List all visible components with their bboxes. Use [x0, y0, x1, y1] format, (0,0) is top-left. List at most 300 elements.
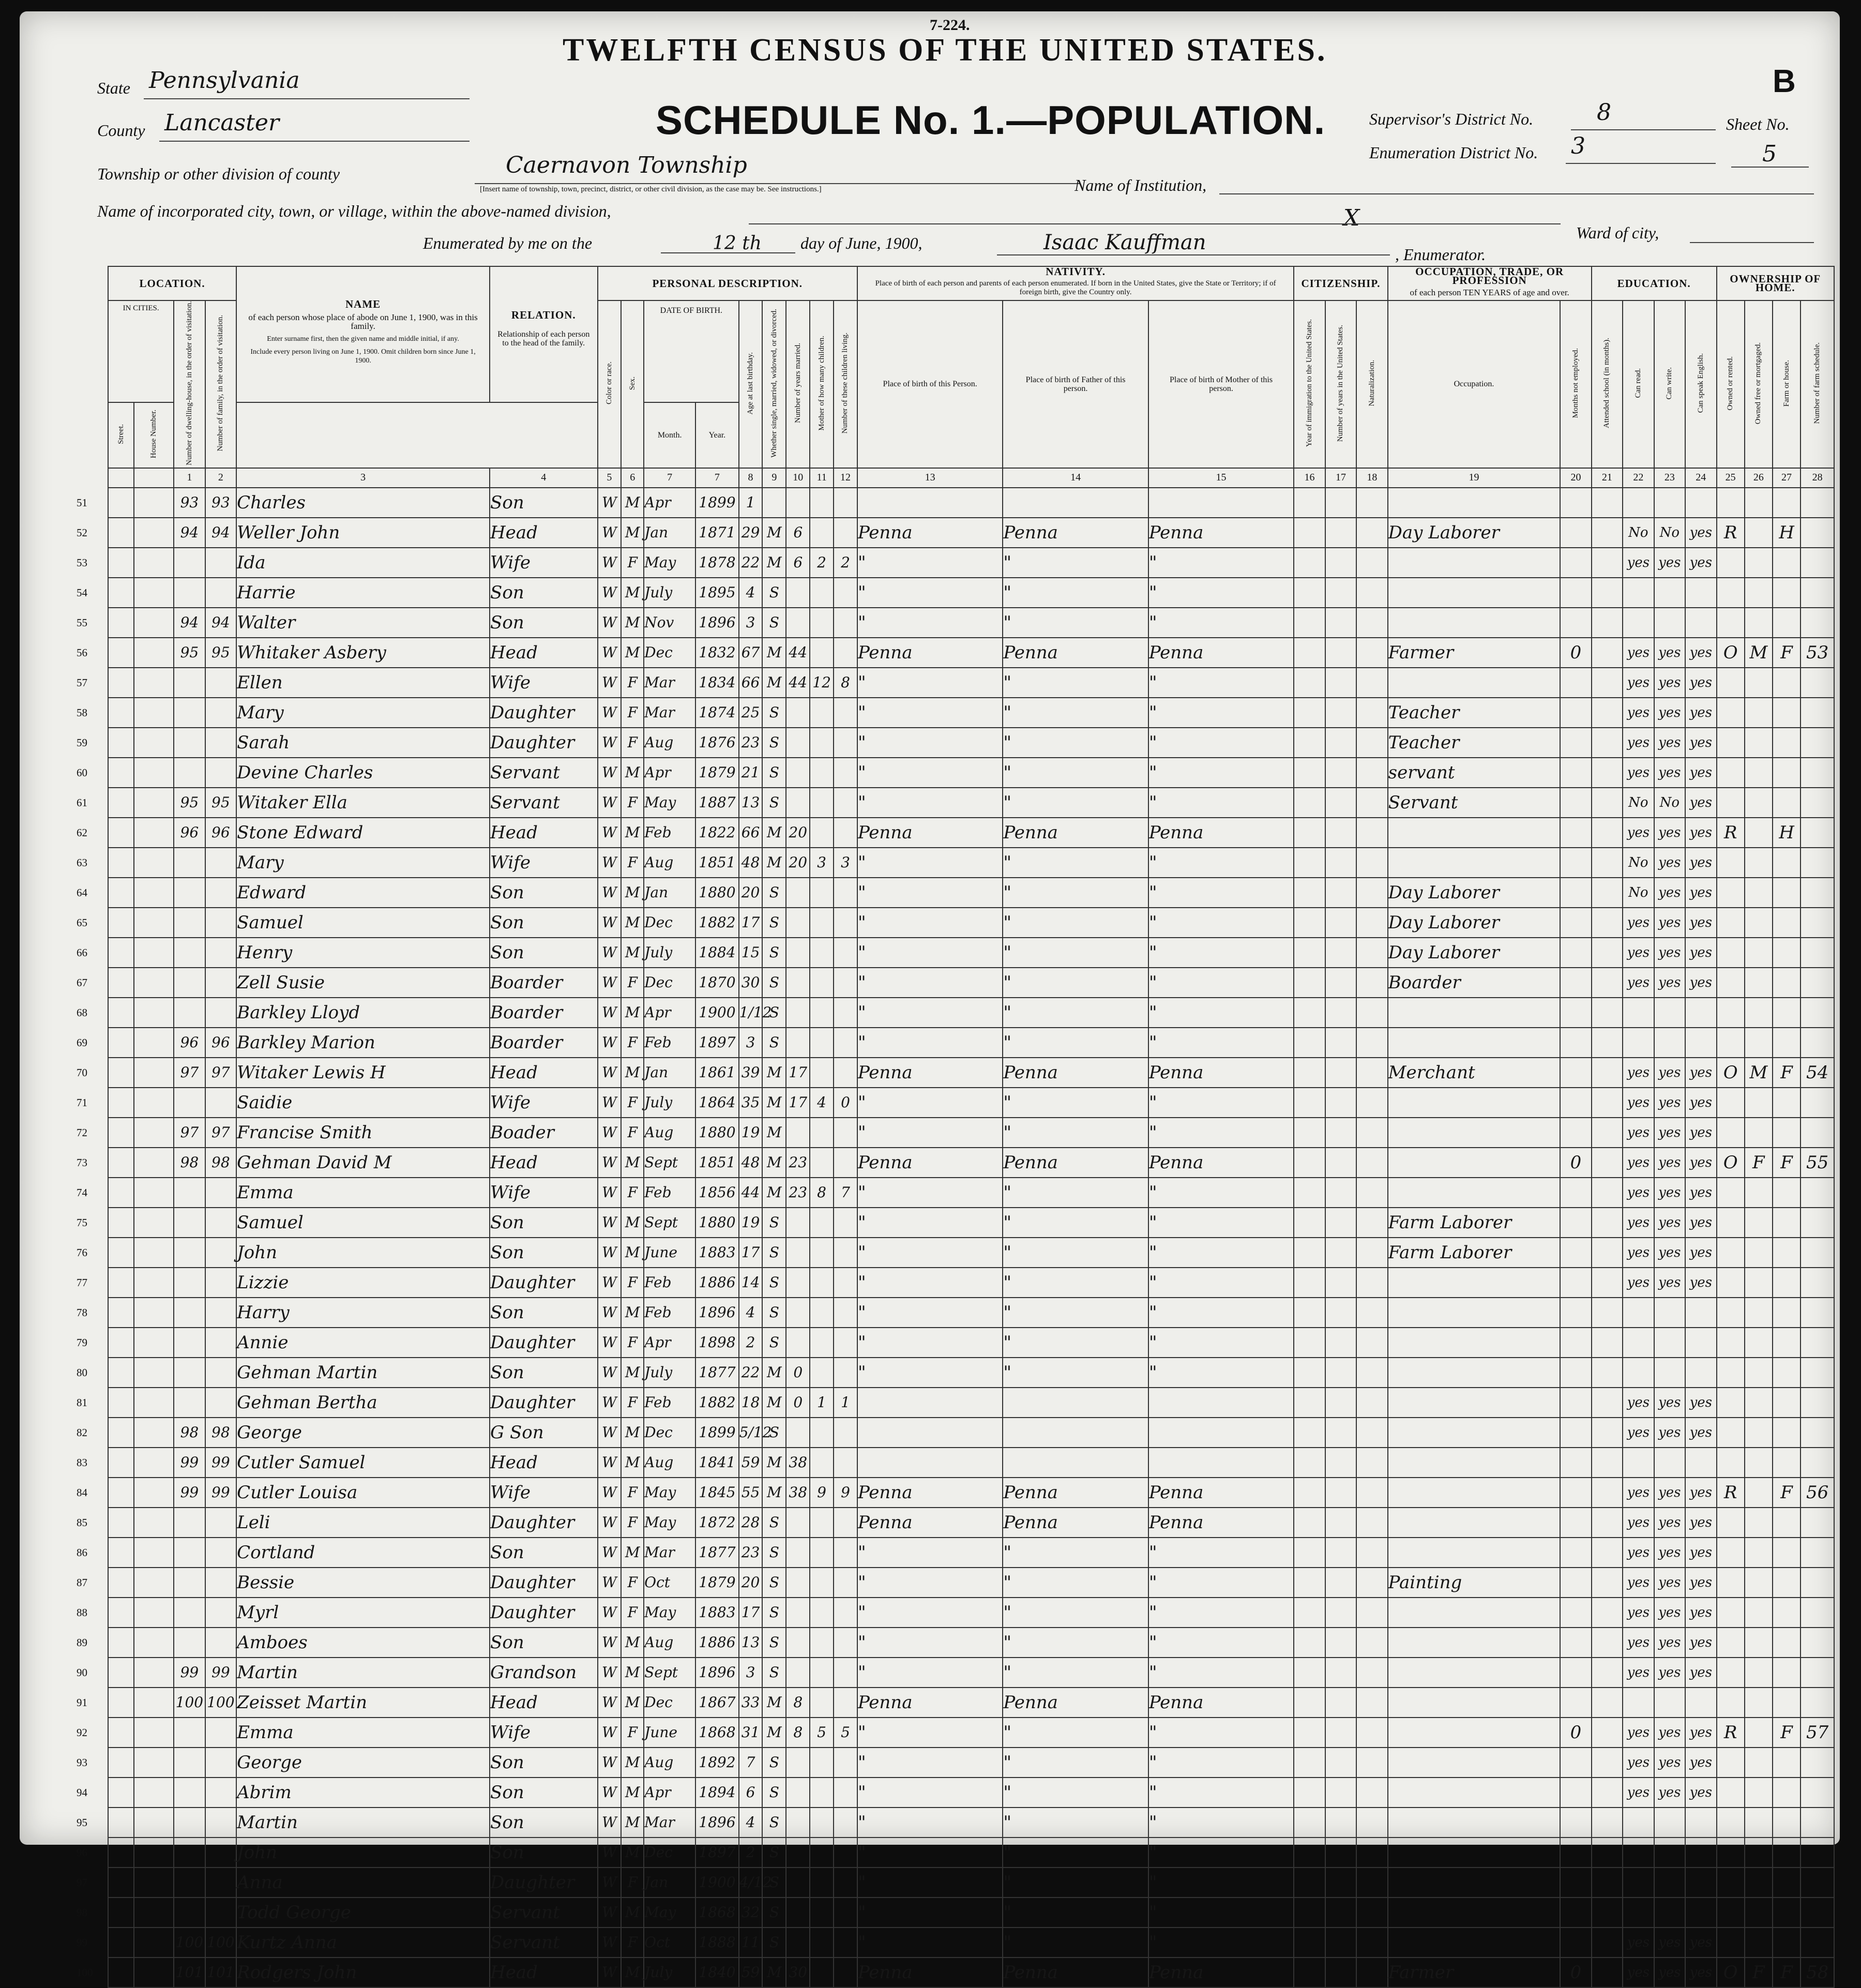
column-number: 24	[1685, 468, 1717, 488]
cell-month: Jan	[644, 1867, 695, 1897]
citizenship-group: CITIZENSHIP.	[1294, 266, 1387, 300]
cell-street	[108, 638, 134, 668]
cell-year: 1861	[695, 1058, 738, 1088]
cell-marital: S	[762, 1298, 786, 1328]
cell-schedule	[1801, 1538, 1834, 1568]
cell-children	[810, 788, 834, 818]
cell-read	[1623, 1808, 1654, 1838]
cell-dwelling: 97	[174, 1118, 205, 1148]
cell-street	[108, 1628, 134, 1658]
cell-marital: S	[762, 908, 786, 938]
cell-name: Martin	[236, 1808, 490, 1838]
cell-schedule	[1801, 1778, 1834, 1808]
cell-birth-mother: Penna	[1148, 818, 1294, 848]
cell-birth-person: "	[857, 1808, 1003, 1838]
cell-house	[134, 1028, 174, 1058]
cell-birth-person: "	[857, 1897, 1003, 1927]
cell-years-married: 30	[786, 1957, 810, 1987]
cell-read	[1623, 608, 1654, 638]
cell-not-employed	[1560, 1628, 1591, 1658]
cell-not-employed	[1560, 1568, 1591, 1598]
cell-immigration	[1294, 488, 1325, 518]
cell-owned	[1717, 1028, 1745, 1058]
cell-sex: F	[621, 1568, 644, 1598]
cell-immigration	[1294, 1028, 1325, 1058]
cell-street	[108, 938, 134, 968]
cell-english: yes	[1685, 1508, 1717, 1538]
cell-schedule	[1801, 548, 1834, 578]
cell-month: Dec	[644, 638, 695, 668]
cell-not-employed	[1560, 1867, 1591, 1897]
cell-age: 14	[739, 1268, 763, 1298]
table-row	[108, 728, 1834, 758]
cell-dwelling	[174, 1208, 205, 1238]
cell-write	[1654, 1028, 1685, 1058]
cell-schedule	[1801, 758, 1834, 788]
cell-naturalization	[1356, 1538, 1387, 1568]
cell-dwelling	[174, 1748, 205, 1778]
cell-birth-person	[857, 1418, 1003, 1448]
cell-schedule	[1801, 518, 1834, 548]
cell-children	[810, 1957, 834, 1987]
street-column: Street.	[108, 402, 134, 468]
cell-write: yes	[1654, 668, 1685, 698]
cell-birth-person: "	[857, 908, 1003, 938]
table-row	[108, 998, 1834, 1028]
cell-street	[108, 1388, 134, 1418]
cell-birth-mother: "	[1148, 758, 1294, 788]
cell-birth-father: "	[1003, 1178, 1148, 1208]
occupation-column: Occupation.	[1388, 300, 1561, 468]
cell-occupation: Day Laborer	[1388, 908, 1561, 938]
cell-english: yes	[1685, 548, 1717, 578]
cell-sex: M	[621, 908, 644, 938]
cell-relation: Head	[490, 638, 597, 668]
cell-year: 1887	[695, 788, 738, 818]
cell-owned: O	[1717, 1148, 1745, 1178]
cell-marital: M	[762, 1148, 786, 1178]
cell-naturalization	[1356, 1957, 1387, 1987]
cell-years-us	[1325, 1238, 1356, 1268]
cell-read: yes	[1623, 1748, 1654, 1778]
cell-street	[108, 698, 134, 728]
cell-years-us	[1325, 1358, 1356, 1388]
cell-family	[205, 1867, 237, 1897]
cell-owned	[1717, 1808, 1745, 1838]
table-row	[108, 1927, 1834, 1957]
cell-immigration	[1294, 1778, 1325, 1808]
cell-read: yes	[1623, 1268, 1654, 1298]
table-row	[108, 1867, 1834, 1897]
cell-school	[1592, 1808, 1623, 1838]
cell-read: yes	[1623, 1388, 1654, 1418]
farm-schedule-column: Number of farm schedule.	[1801, 300, 1834, 468]
cell-month: Feb	[644, 1028, 695, 1058]
cell-years-married: 38	[786, 1478, 810, 1508]
cell-street	[108, 878, 134, 908]
cell-years-us	[1325, 1268, 1356, 1298]
cell-immigration	[1294, 1328, 1325, 1358]
cell-sex: M	[621, 1957, 644, 1987]
cell-not-employed	[1560, 1268, 1591, 1298]
cell-occupation: Merchant	[1388, 1058, 1561, 1088]
cell-house	[134, 1298, 174, 1328]
cell-naturalization	[1356, 1028, 1387, 1058]
cell-occupation	[1388, 1598, 1561, 1628]
cell-age: 2	[739, 1838, 763, 1867]
cell-relation: Boarder	[490, 1028, 597, 1058]
line-number-left: 60	[77, 766, 87, 779]
cell-read: yes	[1623, 548, 1654, 578]
cell-children	[810, 1508, 834, 1538]
cell-immigration	[1294, 1568, 1325, 1598]
cell-color: W	[598, 1448, 622, 1478]
line-number-left: 69	[77, 1036, 87, 1049]
cell-farm: F	[1773, 1718, 1801, 1748]
cell-not-employed	[1560, 1688, 1591, 1718]
cell-year: 1874	[695, 698, 738, 728]
cell-owned	[1717, 608, 1745, 638]
cell-write: yes	[1654, 1628, 1685, 1658]
cell-house	[134, 758, 174, 788]
cell-month: Jan	[644, 518, 695, 548]
cell-schedule	[1801, 1658, 1834, 1688]
cell-relation: Servant	[490, 788, 597, 818]
cell-read	[1623, 488, 1654, 518]
table-row	[108, 1897, 1834, 1927]
cell-farm	[1773, 1538, 1801, 1568]
cell-children	[810, 608, 834, 638]
cell-owned	[1717, 1838, 1745, 1867]
cell-not-employed	[1560, 1838, 1591, 1867]
cell-birth-mother: "	[1148, 1538, 1294, 1568]
cell-family: 96	[205, 1028, 237, 1058]
cell-relation: Head	[490, 1058, 597, 1088]
cell-schedule	[1801, 1867, 1834, 1897]
cell-relation: Daughter	[490, 1568, 597, 1598]
cell-street	[108, 1658, 134, 1688]
cell-read: yes	[1623, 1118, 1654, 1148]
cell-naturalization	[1356, 1088, 1387, 1118]
in-cities-group: IN CITIES.	[108, 300, 174, 402]
cell-age: 59	[739, 1957, 763, 1987]
cell-read: yes	[1623, 1088, 1654, 1118]
cell-family: 99	[205, 1448, 237, 1478]
cell-write	[1654, 578, 1685, 608]
cell-relation: Son	[490, 1748, 597, 1778]
cell-owned	[1717, 1748, 1745, 1778]
cell-living	[834, 1118, 857, 1148]
cell-read: yes	[1623, 728, 1654, 758]
cell-living	[834, 938, 857, 968]
cell-street	[108, 1778, 134, 1808]
cell-free	[1745, 1867, 1773, 1897]
table-row	[108, 1388, 1834, 1418]
cell-occupation	[1388, 818, 1561, 848]
cell-family	[205, 968, 237, 998]
line-number-left: 67	[77, 976, 87, 989]
cell-living	[834, 1927, 857, 1957]
cell-sex: M	[621, 1418, 644, 1448]
cell-immigration	[1294, 1808, 1325, 1838]
cell-free	[1745, 1118, 1773, 1148]
cell-name: Lizzie	[236, 1268, 490, 1298]
cell-marital: M	[762, 548, 786, 578]
cell-read: No	[1623, 518, 1654, 548]
cell-years-married	[786, 578, 810, 608]
cell-write: yes	[1654, 968, 1685, 998]
cell-age: 1	[739, 488, 763, 518]
cell-write	[1654, 1808, 1685, 1838]
cell-english: yes	[1685, 1658, 1717, 1688]
cell-house	[134, 1927, 174, 1957]
cell-birth-mother: "	[1148, 1568, 1294, 1598]
column-number: 12	[834, 468, 857, 488]
cell-color: W	[598, 1028, 622, 1058]
cell-sex: M	[621, 1238, 644, 1268]
cell-street	[108, 518, 134, 548]
cell-street	[108, 578, 134, 608]
cell-read: yes	[1623, 818, 1654, 848]
cell-children	[810, 998, 834, 1028]
column-number: 23	[1654, 468, 1685, 488]
cell-not-employed	[1560, 1208, 1591, 1238]
cell-years-us	[1325, 698, 1356, 728]
cell-living	[834, 1598, 857, 1628]
cell-children	[810, 698, 834, 728]
cell-not-employed	[1560, 668, 1591, 698]
table-row	[108, 1808, 1834, 1838]
cell-birth-father: "	[1003, 1598, 1148, 1628]
line-number-left: 54	[77, 586, 87, 599]
cell-english: yes	[1685, 1238, 1717, 1268]
cell-dwelling	[174, 878, 205, 908]
line-number-left: 92	[77, 1726, 87, 1739]
cell-occupation	[1388, 1838, 1561, 1867]
column-number: 13	[857, 468, 1003, 488]
cell-family	[205, 578, 237, 608]
cell-color: W	[598, 938, 622, 968]
cell-month: Aug	[644, 1448, 695, 1478]
cell-years-us	[1325, 848, 1356, 878]
cell-write: yes	[1654, 1568, 1685, 1598]
cell-dwelling	[174, 1867, 205, 1897]
cell-year: 1892	[695, 1748, 738, 1778]
cell-not-employed	[1560, 1508, 1591, 1538]
cell-school	[1592, 728, 1623, 758]
cell-age: 17	[739, 1598, 763, 1628]
cell-read: yes	[1623, 1778, 1654, 1808]
cell-birth-person: "	[857, 938, 1003, 968]
cell-name: Abrim	[236, 1778, 490, 1808]
cell-marital: S	[762, 1328, 786, 1358]
cell-school	[1592, 788, 1623, 818]
table-row	[108, 878, 1834, 908]
cell-dwelling	[174, 548, 205, 578]
line-number-left: 70	[77, 1066, 87, 1079]
enumerated-prefix: Enumerated by me on the	[423, 234, 593, 252]
cell-english	[1685, 998, 1717, 1028]
cell-house	[134, 1178, 174, 1208]
cell-schedule	[1801, 1328, 1834, 1358]
cell-color: W	[598, 1897, 622, 1927]
cell-house	[134, 668, 174, 698]
cell-street	[108, 1568, 134, 1598]
cell-farm: H	[1773, 518, 1801, 548]
cell-school	[1592, 1328, 1623, 1358]
cell-years-married	[786, 1808, 810, 1838]
cell-owned	[1717, 1598, 1745, 1628]
cell-farm	[1773, 668, 1801, 698]
cell-children: 8	[810, 1178, 834, 1208]
cell-birth-mother: "	[1148, 1838, 1294, 1867]
cell-month: June	[644, 1718, 695, 1748]
cell-free	[1745, 1598, 1773, 1628]
table-row	[108, 968, 1834, 998]
cell-year: 1868	[695, 1897, 738, 1927]
cell-living: 2	[834, 548, 857, 578]
cell-year: 1879	[695, 758, 738, 788]
cell-family: 96	[205, 818, 237, 848]
name-group: NAME of each person whose place of abode on June 1, 1900, was in this family. Enter surname first, then the given name and middle initial, if any. Include every person living on June 1, 1900. Omit children born since June 1, 1900.	[236, 266, 490, 402]
cell-english	[1685, 1358, 1717, 1388]
cell-sex: M	[621, 1748, 644, 1778]
cell-birth-father: "	[1003, 1568, 1148, 1598]
cell-relation: Son	[490, 1778, 597, 1808]
cell-year: 1899	[695, 488, 738, 518]
cell-read: yes	[1623, 938, 1654, 968]
cell-age: 13	[739, 788, 763, 818]
cell-naturalization	[1356, 1748, 1387, 1778]
cell-living	[834, 878, 857, 908]
cell-farm	[1773, 848, 1801, 878]
cell-house	[134, 1538, 174, 1568]
column-number: 6	[621, 468, 644, 488]
cell-name: Annie	[236, 1328, 490, 1358]
cell-years-married	[786, 698, 810, 728]
cell-farm	[1773, 1568, 1801, 1598]
cell-english: yes	[1685, 1718, 1717, 1748]
cell-owned	[1717, 1568, 1745, 1598]
cell-living	[834, 1688, 857, 1718]
cell-living	[834, 1658, 857, 1688]
cell-children	[810, 1058, 834, 1088]
cell-family	[205, 758, 237, 788]
cell-naturalization	[1356, 1927, 1387, 1957]
cell-write: yes	[1654, 818, 1685, 848]
cell-read: yes	[1623, 1957, 1654, 1987]
cell-schedule	[1801, 1598, 1834, 1628]
cell-year: 1877	[695, 1538, 738, 1568]
cell-years-married	[786, 1268, 810, 1298]
cell-family	[205, 998, 237, 1028]
cell-house	[134, 968, 174, 998]
table-row	[108, 1598, 1834, 1628]
cell-year: 1841	[695, 1448, 738, 1478]
cell-age: 23	[739, 728, 763, 758]
cell-marital: S	[762, 1538, 786, 1568]
cell-owned	[1717, 1298, 1745, 1328]
cell-immigration	[1294, 668, 1325, 698]
cell-birth-father: "	[1003, 1897, 1148, 1927]
cell-owned	[1717, 1388, 1745, 1418]
cell-marital: S	[762, 1927, 786, 1957]
cell-family	[205, 908, 237, 938]
table-row	[108, 1418, 1834, 1448]
cell-children	[810, 968, 834, 998]
cell-street	[108, 1058, 134, 1088]
county-label: County	[97, 121, 145, 140]
year-column: Year.	[695, 402, 738, 468]
cell-school	[1592, 1897, 1623, 1927]
line-number-left: 88	[77, 1606, 87, 1619]
cell-write: yes	[1654, 1388, 1685, 1418]
cell-family	[205, 1897, 237, 1927]
cell-english: yes	[1685, 1628, 1717, 1658]
cell-birth-father: Penna	[1003, 1508, 1148, 1538]
cell-age: 25	[739, 698, 763, 728]
cell-free	[1745, 1478, 1773, 1508]
cell-name: Ellen	[236, 668, 490, 698]
cell-not-employed: 0	[1560, 638, 1591, 668]
cell-marital: S	[762, 608, 786, 638]
cell-write	[1654, 1897, 1685, 1927]
cell-write: yes	[1654, 878, 1685, 908]
cell-living	[834, 1058, 857, 1088]
cell-year: 1851	[695, 848, 738, 878]
cell-relation: Head	[490, 1448, 597, 1478]
cell-house	[134, 1148, 174, 1178]
cell-free	[1745, 548, 1773, 578]
table-row	[108, 788, 1834, 818]
cell-schedule	[1801, 878, 1834, 908]
cell-years-us	[1325, 1088, 1356, 1118]
cell-birth-mother: "	[1148, 698, 1294, 728]
cell-read: yes	[1623, 758, 1654, 788]
cell-read: yes	[1623, 668, 1654, 698]
cell-school	[1592, 1268, 1623, 1298]
cell-write: yes	[1654, 1748, 1685, 1778]
cell-birth-mother: "	[1148, 1178, 1294, 1208]
line-number-left: 77	[77, 1276, 87, 1289]
cell-name: Francise Smith	[236, 1118, 490, 1148]
cell-year: 1883	[695, 1598, 738, 1628]
cell-owned	[1717, 1178, 1745, 1208]
cell-living	[834, 1897, 857, 1927]
cell-marital: M	[762, 668, 786, 698]
cell-birth-person: "	[857, 728, 1003, 758]
cell-schedule: 57	[1801, 1718, 1834, 1748]
cell-year: 1845	[695, 1478, 738, 1508]
cell-birth-person: "	[857, 1748, 1003, 1778]
cell-birth-person: "	[857, 848, 1003, 878]
cell-color: W	[598, 1598, 622, 1628]
cell-schedule	[1801, 728, 1834, 758]
cell-naturalization	[1356, 1178, 1387, 1208]
cell-age: 22	[739, 1358, 763, 1388]
table-row	[108, 1088, 1834, 1118]
line-number-left: 72	[77, 1126, 87, 1139]
cell-children	[810, 1838, 834, 1867]
cell-immigration	[1294, 1628, 1325, 1658]
cell-relation: Daughter	[490, 1508, 597, 1538]
cell-color: W	[598, 1748, 622, 1778]
cell-school	[1592, 1118, 1623, 1148]
cell-write: yes	[1654, 1778, 1685, 1808]
cell-free	[1745, 1028, 1773, 1058]
cell-sex: F	[621, 1118, 644, 1148]
cell-immigration	[1294, 818, 1325, 848]
